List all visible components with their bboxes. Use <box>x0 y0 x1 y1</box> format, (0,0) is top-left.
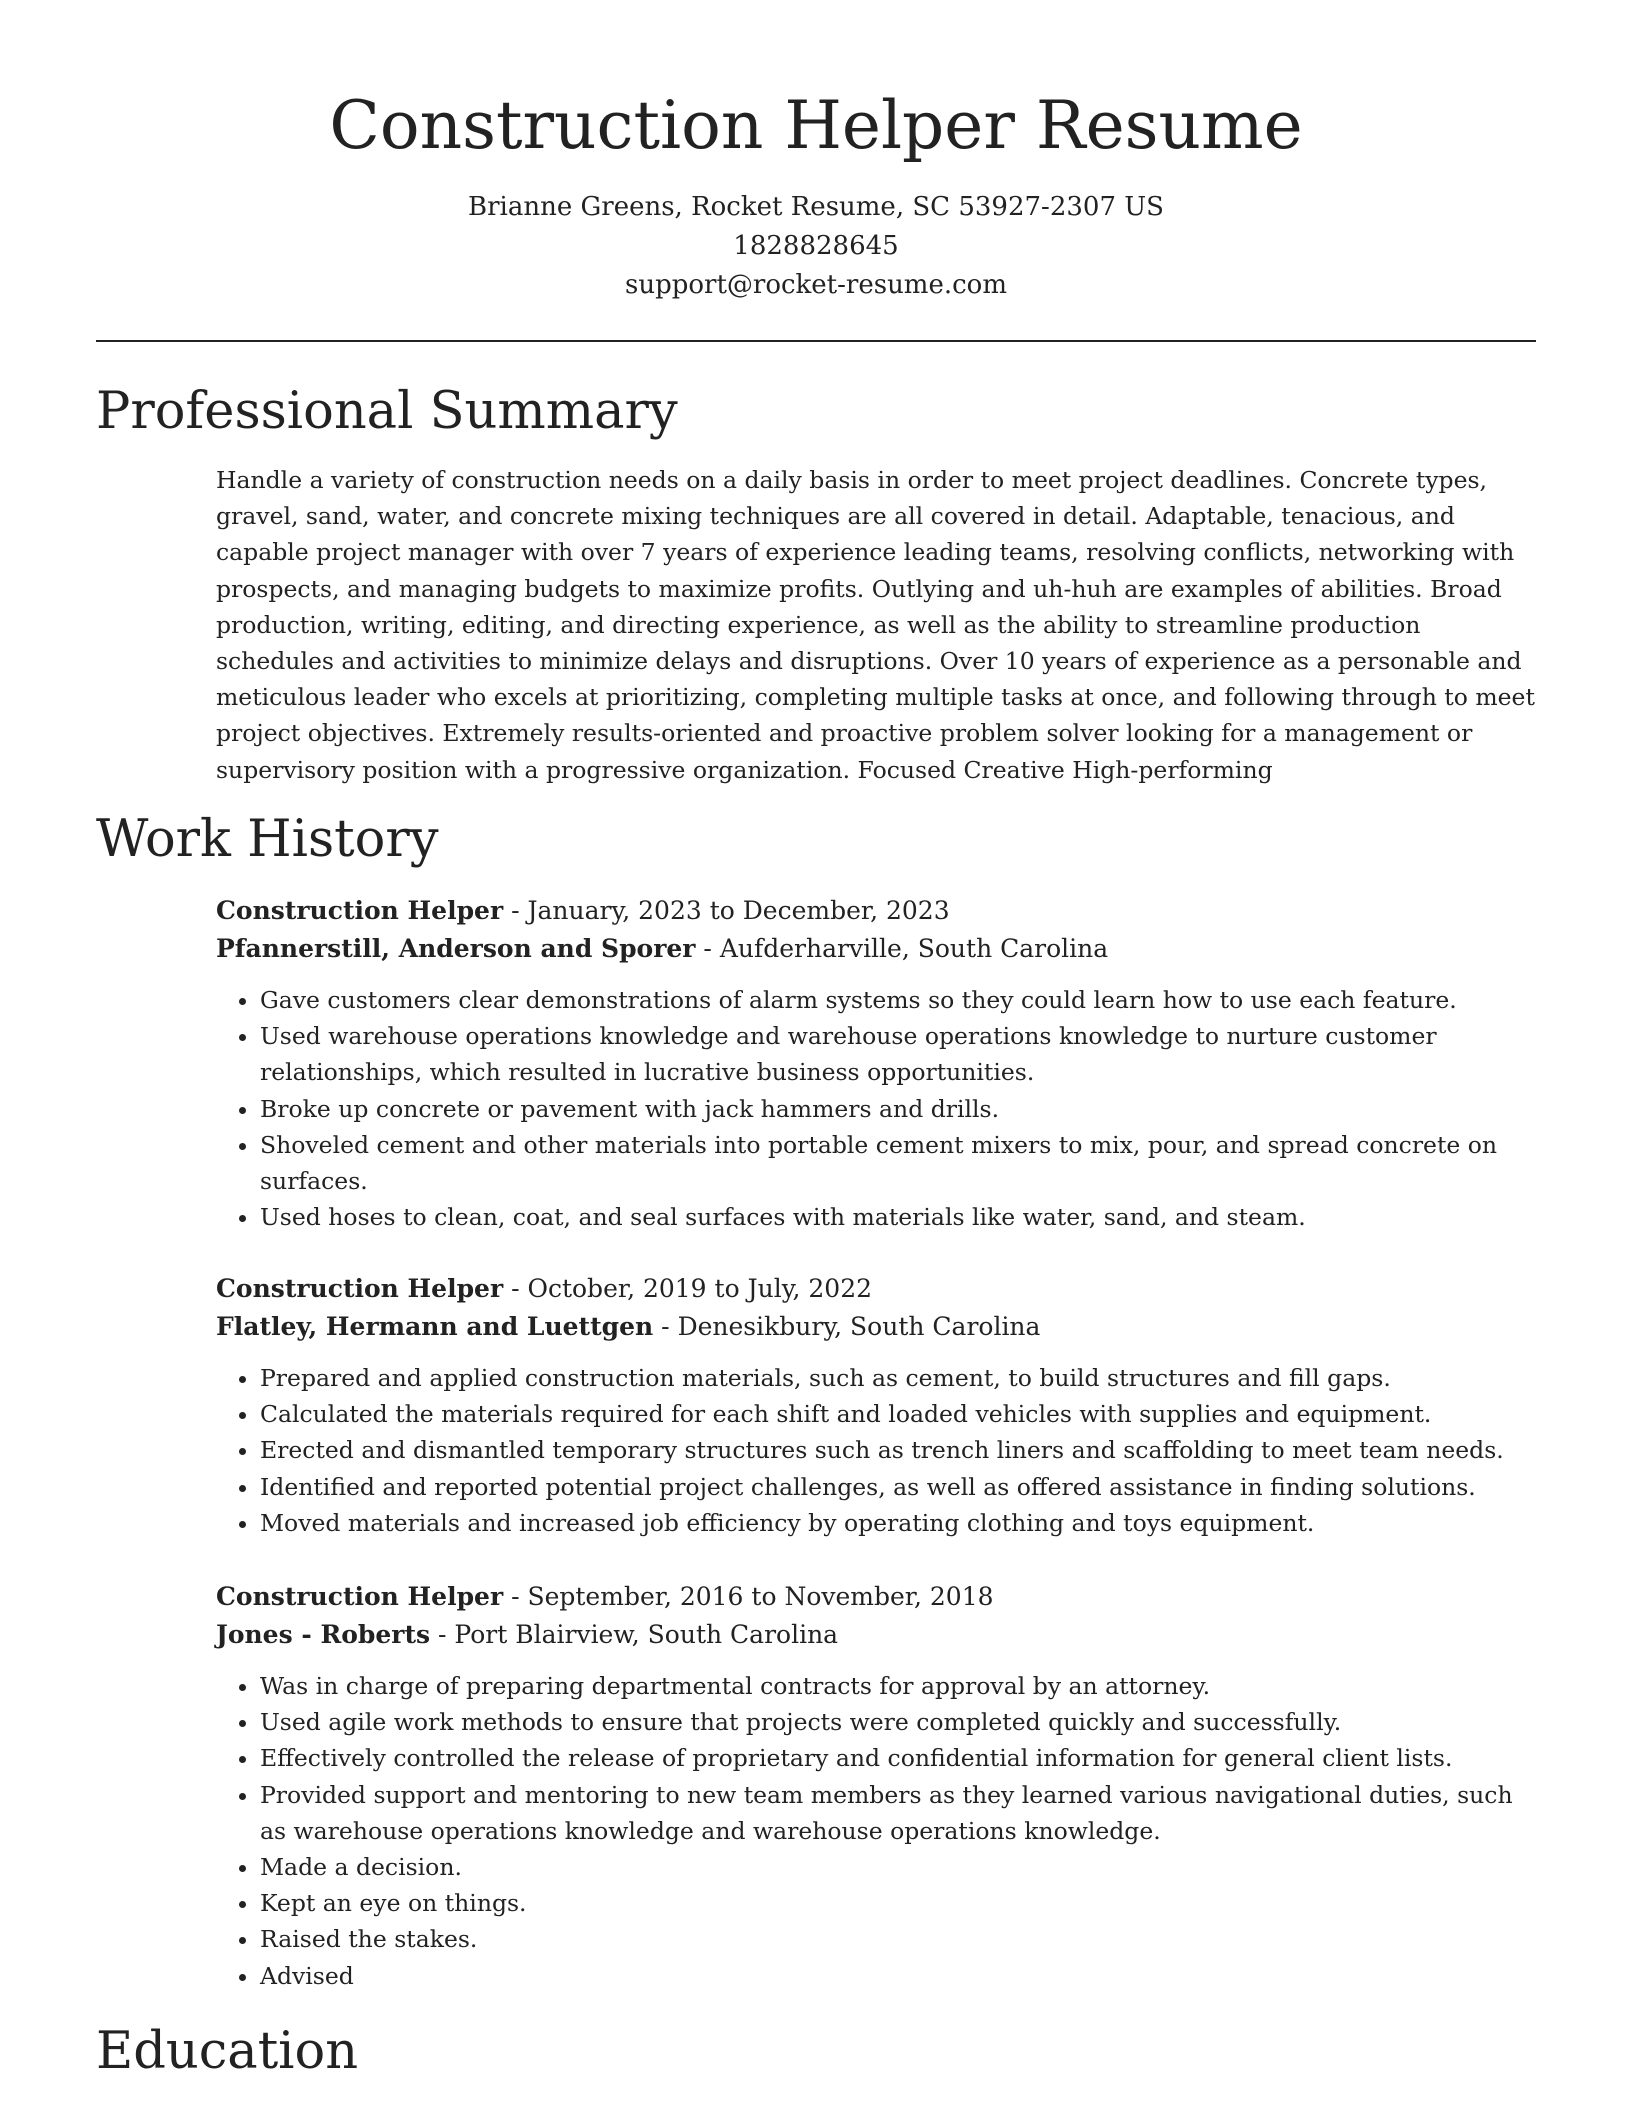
header-divider <box>96 340 1536 342</box>
contact-address: Brianne Greens, Rocket Resume, SC 53927-2307 US <box>468 192 1164 222</box>
job-bullet: • Erected and dismantled temporary structures such as trench liners and scaffolding to meet team needs. <box>260 1432 1541 1468</box>
job-company: Flatley, Hermann and Luettgen <box>216 1312 654 1341</box>
job-company-line <box>216 1616 1541 1654</box>
job-entry <box>216 1578 1541 1994</box>
job-dates: - September, 2016 to November, 2018 <box>503 1582 994 1611</box>
job-location: - Port Blairview, South Carolina <box>430 1620 839 1649</box>
job-bullet: • Was in charge of preparing departmental contracts for approval by an attorney. <box>260 1668 1541 1704</box>
job-bullet: • Calculated the materials required for each shift and loaded vehicles with supplies and equipment. <box>260 1396 1541 1432</box>
job-bullet: • Used hoses to clean, coat, and seal surfaces with materials like water, sand, and steam. <box>260 1199 1541 1235</box>
job-bullet: • Prepared and applied construction materials, such as cement, to build structures and fill gaps. <box>260 1360 1541 1396</box>
job-bullet: • Kept an eye on things. <box>260 1885 1541 1921</box>
job-title-line <box>216 1578 1541 1616</box>
job-company: Jones - Roberts <box>216 1620 431 1649</box>
job-title-line <box>216 892 1541 930</box>
section-title-education: Education <box>96 2022 359 2081</box>
section-title-work-history: Work History <box>96 810 439 869</box>
job-dates: - January, 2023 to December, 2023 <box>503 896 950 925</box>
job-bullet: • Used agile work methods to ensure that projects were completed quickly and successfully. <box>260 1704 1541 1740</box>
job-bullet: • Effectively controlled the release of proprietary and confidential information for general client lists. <box>260 1740 1541 1776</box>
job-company-line <box>216 1308 1541 1346</box>
job-bullet: • Raised the stakes. <box>260 1921 1541 1957</box>
job-dates: - October, 2019 to July, 2022 <box>503 1274 873 1303</box>
job-bullet: • Broke up concrete or pavement with jack hammers and drills. <box>260 1091 1541 1127</box>
job-title: Construction Helper <box>216 896 504 925</box>
job-bullet: • Gave customers clear demonstrations of alarm systems so they could learn how to use each feature. <box>260 982 1541 1018</box>
job-bullet-list <box>216 1668 1541 1994</box>
job-bullet: • Identified and reported potential project challenges, as well as offered assistance in finding solutions. <box>260 1469 1541 1505</box>
resume-header <box>0 0 1632 305</box>
job-company: Pfannerstill, Anderson and Sporer <box>216 934 696 963</box>
job-bullet: • Advised <box>260 1958 1541 1994</box>
section-title-summary: Professional Summary <box>96 382 678 441</box>
job-location: - Aufderharville, South Carolina <box>695 934 1109 963</box>
job-entry <box>216 1270 1541 1541</box>
job-bullet: • Moved materials and increased job efficiency by operating clothing and toys equipment. <box>260 1505 1541 1541</box>
job-bullet: • Shoveled cement and other materials into portable cement mixers to mix, pour, and spread concrete on surfaces. <box>260 1127 1541 1199</box>
job-bullet: • Used warehouse operations knowledge and warehouse operations knowledge to nurture customer relationships, which resulted in lucrative business opportunities. <box>260 1018 1541 1090</box>
job-company-line <box>216 930 1541 968</box>
job-bullet: • Made a decision. <box>260 1849 1541 1885</box>
job-bullet-list <box>216 1360 1541 1541</box>
contact-email: support@rocket-resume.com <box>624 270 1007 300</box>
job-entry <box>216 892 1541 1235</box>
contact-phone: 1828828645 <box>733 231 899 261</box>
job-bullet-list <box>216 982 1541 1235</box>
resume-title: Construction Helper Resume <box>329 87 1303 164</box>
job-location: - Denesikbury, South Carolina <box>653 1312 1041 1341</box>
job-title: Construction Helper <box>216 1274 504 1303</box>
job-bullet: • Provided support and mentoring to new team members as they learned various navigational duties, such as warehouse operations knowledge and warehouse operations knowledge. <box>260 1777 1541 1849</box>
contact-info <box>0 188 1632 305</box>
job-title-line <box>216 1270 1541 1308</box>
summary-text: Handle a variety of construction needs on a daily basis in order to meet project deadlines. Concrete types, gravel, sand, water, and concrete mixing techniques are all covered in detail. Adaptable, tenacious, and capable project manager with over 7 years of experience leading teams, resolving conflicts, networking with prospects, and managing budgets to maximize profits. Outlying and uh-huh are examples of abilities. Broad production, writing, editing, and directing experience, as well as the ability to streamline production schedules and activities to minimize delays and disruptions. Over 10 years of experience as a personable and meticulous leader who excels at prioritizing, completing multiple tasks at once, and following through to meet project objectives. Extremely results-oriented and proactive problem solver looking for a management or supervisory position with a progressive organization. Focused Creative High-performing <box>216 466 1535 784</box>
job-title: Construction Helper <box>216 1582 504 1611</box>
